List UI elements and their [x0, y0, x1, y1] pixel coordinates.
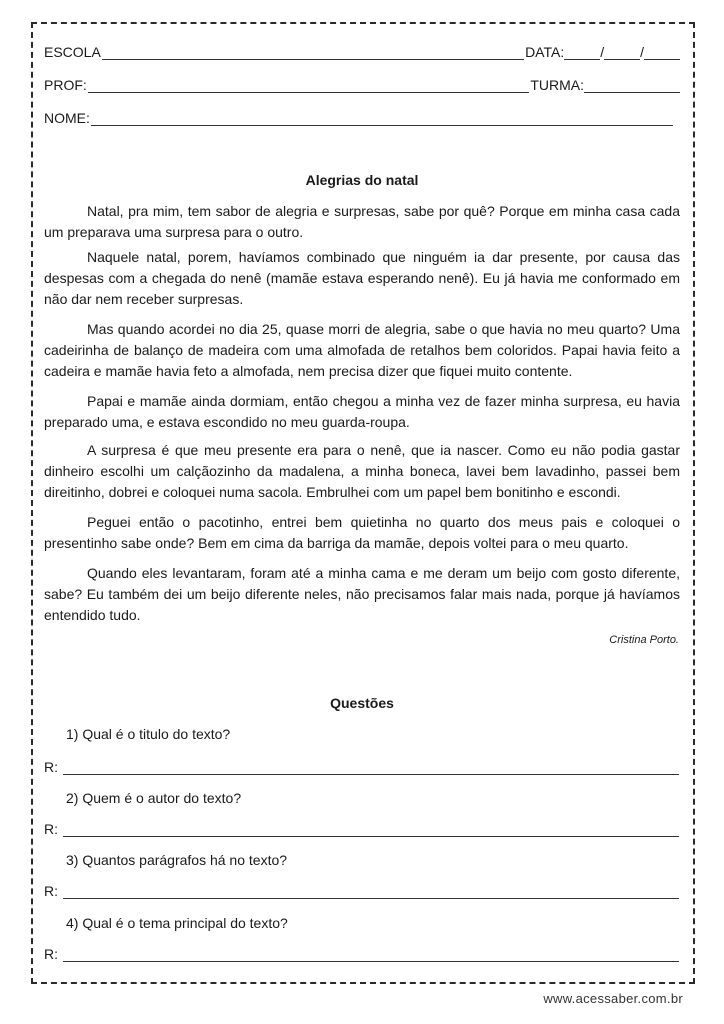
answer-field-4[interactable]	[63, 948, 679, 962]
story-title: Alegrias do natal	[305, 172, 419, 188]
answer-line-1	[44, 759, 680, 775]
nome-line	[44, 110, 674, 126]
prof-field[interactable]	[88, 79, 530, 93]
prof-line	[44, 77, 680, 93]
escola-label: ESCOLA	[44, 44, 101, 60]
turma-label: TURMA:	[530, 77, 584, 93]
worksheet-border	[31, 22, 695, 984]
date-month-field[interactable]	[604, 46, 640, 60]
answer-field-1[interactable]	[63, 761, 679, 775]
footer-site: www.acessaber.com.br	[543, 991, 683, 1006]
nome-field[interactable]	[91, 112, 673, 126]
answer-line-4	[44, 946, 680, 962]
answer-label: R:	[44, 759, 58, 775]
answer-field-2[interactable]	[63, 823, 679, 837]
story-paragraph-7: Quando eles levantaram, foram até a minha cama e me deram um beijo com gosto diferente, sabe? Eu também dei um beijo diferente neles, não precisamos falar mais nada, porque já havíamos entendido tudo.	[44, 565, 680, 623]
story-paragraph-2: Naquele natal, porem, havíamos combinado que ninguém ia dar presente, por causa das despesas com a chegada do nenê (mamãe estava esperando nenê). Eu já havia me conformado em não dar nem receber surpresas.	[44, 249, 680, 307]
question-1: 1) Qual é o titulo do texto?	[66, 726, 231, 742]
story-paragraph-4: Papai e mamãe ainda dormiam, então chegou a minha vez de fazer minha surpresa, eu havia preparado uma, e estava escondido no meu guarda-roupa.	[44, 393, 680, 430]
story-paragraph-6: Peguei então o pacotinho, entrei bem quietinha no quarto dos meus pais e coloquei o presentinho sabe onde? Bem em cima da barriga da mamãe, depois voltei para o meu quarto.	[44, 514, 680, 551]
nome-label: NOME:	[44, 110, 90, 126]
questions-title: Questões	[330, 695, 394, 711]
story-paragraph-1: Natal, pra mim, tem sabor de alegria e surpresas, sabe por quê? Porque em minha casa cada um preparava uma surpresa para o outro.	[44, 203, 680, 240]
answer-line-2	[44, 821, 680, 837]
turma-field[interactable]	[584, 79, 680, 93]
story-paragraph-3: Mas quando acordei no dia 25, quase morri de alegria, sabe o que havia no meu quarto? Uma cadeirinha de balanço de madeira com uma almofada de retalhos bem coloridos. Papai havia feito a cadeira e mamãe havia feto a almofada, nem precisa dizer que fiquei muito contente.	[44, 321, 680, 379]
answer-label: R:	[44, 821, 58, 837]
data-label: DATA:	[525, 44, 565, 60]
question-4: 4) Qual é o tema principal do texto?	[66, 915, 288, 931]
question-3: 3) Quantos parágrafos há no texto?	[66, 852, 288, 868]
escola-field[interactable]	[102, 46, 524, 60]
answer-label: R:	[44, 883, 58, 899]
question-2: 2) Quem é o autor do texto?	[66, 790, 242, 806]
answer-line-3	[44, 883, 680, 899]
date-separator-1: /	[600, 44, 605, 60]
date-day-field[interactable]	[564, 46, 600, 60]
date-year-field[interactable]	[644, 46, 680, 60]
date-separator-2: /	[640, 44, 644, 60]
answer-field-3[interactable]	[63, 885, 679, 899]
story-paragraph-5: A surpresa é que meu presente era para o nenê, que ia nascer. Como eu não podia gastar dinheiro escolhi um calçãozinho da madalena, a minha boneca, lavei bem lavadinho, passei bem direitinho, dobrei e coloquei numa sacola. Embrulhei com um papel bem bonitinho e escondi.	[44, 442, 680, 500]
answer-label: R:	[44, 946, 58, 962]
story-author: Cristina Porto.	[609, 634, 679, 646]
prof-label: PROF:	[44, 77, 87, 93]
escola-line	[44, 44, 680, 60]
